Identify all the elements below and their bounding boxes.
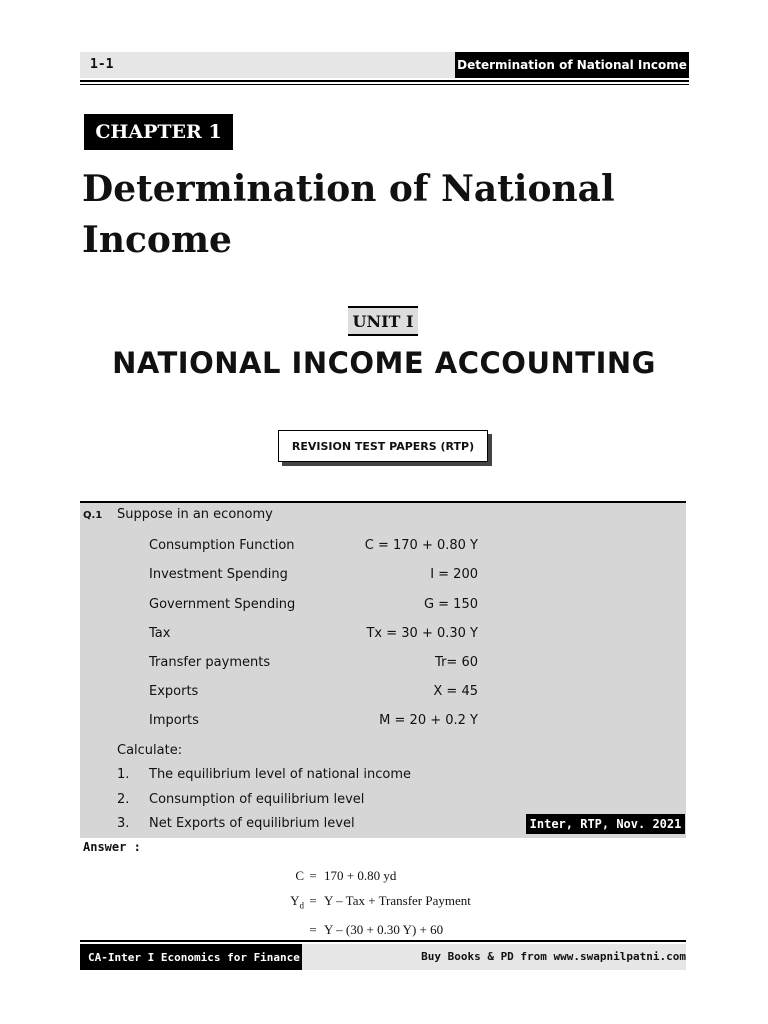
task-text: Net Exports of equilibrium level — [149, 816, 355, 831]
task-text: The equilibrium level of national income — [149, 767, 412, 782]
function-label: Tax — [149, 626, 171, 641]
rtp-label: REVISION TEST PAPERS (RTP) — [278, 430, 488, 462]
function-value: Tx = 30 + 0.30 Y — [366, 626, 478, 641]
running-title: Determination of National Income — [455, 52, 689, 78]
equation-rhs: Y – Tax + Transfer Payment — [324, 893, 471, 908]
equation-lhs: C — [295, 868, 304, 883]
header-rule — [80, 80, 689, 82]
footer-rule — [80, 940, 686, 942]
header-rule-thin — [80, 84, 689, 85]
subscript: d — [299, 900, 304, 911]
footer-website-note: Buy Books & PD from www.swapnilpatni.com — [421, 950, 686, 963]
equation-rhs: 170 + 0.80 yd — [324, 868, 397, 883]
function-label: Transfer payments — [149, 655, 271, 670]
task-text: Consumption of equilibrium level — [149, 792, 365, 807]
equation-lhs: $Y_d$ — [290, 893, 304, 911]
function-value: Tr= 60 — [435, 655, 478, 670]
unit-title: NATIONAL INCOME ACCOUNTING — [112, 346, 656, 380]
equation-rhs: Y – (30 + 0.30 Y) + 60 — [324, 922, 444, 937]
task-number: 3. — [117, 816, 130, 831]
unit-badge: UNIT I — [348, 306, 418, 336]
question-intro: Suppose in an economy — [117, 507, 273, 522]
equation-operator: = — [309, 868, 317, 883]
function-value: M = 20 + 0.2 Y — [379, 713, 478, 728]
footer-book-title: CA-Inter I Economics for Finance — [80, 944, 302, 970]
chapter-badge: CHAPTER 1 — [84, 114, 233, 150]
chapter-title: Determination of National Income — [82, 168, 615, 261]
function-label: Imports — [149, 713, 199, 728]
equation-operator: = — [309, 922, 317, 937]
function-value: C = 170 + 0.80 Y — [364, 538, 478, 553]
calculate-label: Calculate: — [117, 743, 183, 758]
source-badge: Inter, RTP, Nov. 2021 — [526, 814, 685, 834]
function-value: I = 200 — [430, 567, 478, 582]
page-number: 1-1 — [90, 57, 114, 72]
question-block — [80, 503, 686, 838]
function-value: G = 150 — [423, 597, 478, 612]
task-number: 2. — [117, 792, 130, 807]
function-label: Government Spending — [149, 597, 296, 612]
question-number: Q.1 — [83, 510, 103, 521]
answer-label: Answer : — [83, 840, 141, 854]
function-label: Exports — [149, 684, 199, 699]
function-value: X = 45 — [433, 684, 478, 699]
function-label: Investment Spending — [149, 567, 288, 582]
function-label: Consumption Function — [149, 538, 295, 553]
equation-operator: = — [309, 893, 317, 908]
task-number: 1. — [117, 767, 130, 782]
